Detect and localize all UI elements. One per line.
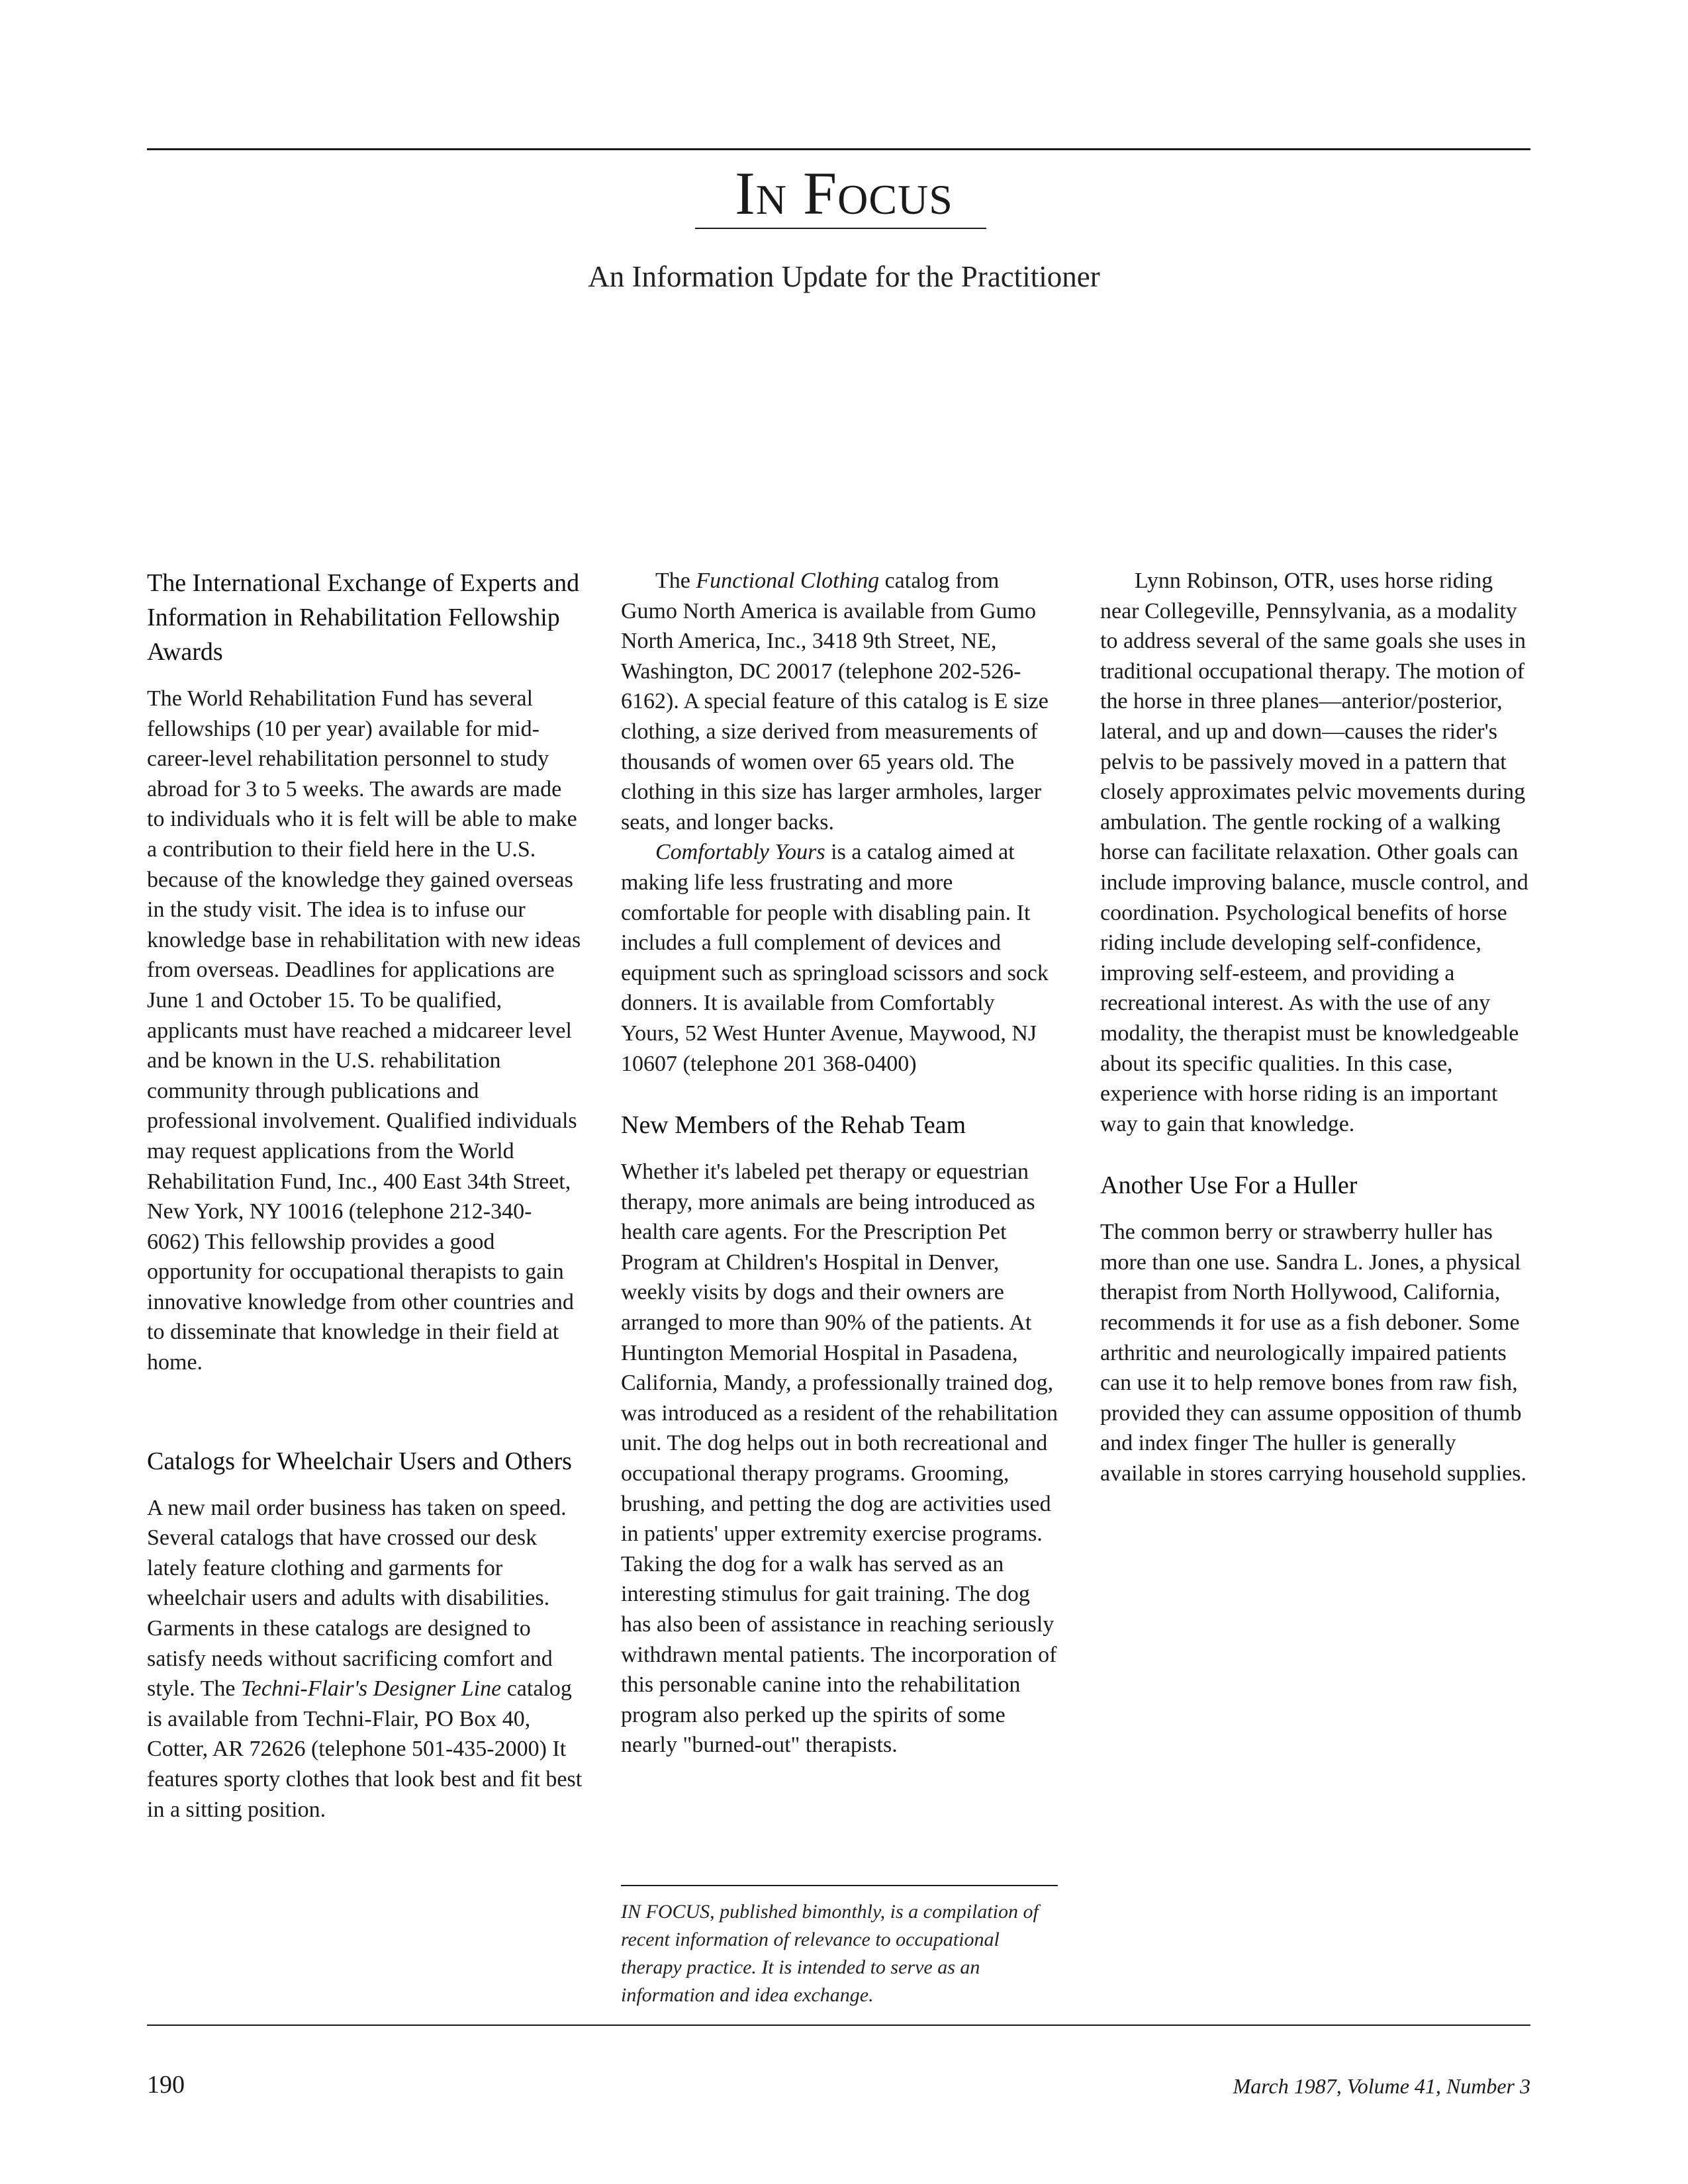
article-body-fellowship: The World Rehabilitation Fund has several fellowships (10 per year) available for mid-career-level rehabilitation personnel to study abroad for 3 to 5 weeks. The awards are made to individuals who it is felt will be able to make a contribution to their field here in the U.S. because of the knowledge they gained overseas in the study visit. The idea is to infuse our knowledge base in rehabilitation with new ideas from overseas. Deadlines for applications are June 1 and October 15. To be qualified, applicants must have reached a midcareer level and be known in the U.S. rehabilitation community through publications and professional involvement. Qualified individuals may request applications from the World Rehabilitation Fund, Inc., 400 East 34th Street, New York, NY 10016 (telephone 212-340-6062) This fellowship provides a good opportunity for occupational therapists to gain innovative knowledge from other countries and to disseminate that knowledge in their field at home. [147, 686, 581, 1375]
column-3 [1100, 566, 1537, 1489]
top-rule [147, 148, 1530, 150]
catalog-title-comfortably-yours: Comfortably Yours [655, 840, 825, 865]
article-paragraph-catalogs-2: The Functional Clothing catalog from Gumo North America is available from Gumo North America, Inc., 3418 9th Street, NE, Washington, DC 20017 (telephone 202-526-6162). A special feature of this catalog is E size clothing, a size derived from measurements of thousands of women over 65 years old. The clothing in this size has larger armholes, larger seats, and longer backs. [621, 569, 1049, 835]
article-heading-fellowship: The International Exchange of Experts and Information in Rehabilitation Fellowship Awards [147, 569, 580, 666]
article-paragraph-rehab-team-1: Whether it's labeled pet therapy or equestrian therapy, more animals are being introduced as health care agents. For the Prescription Pet Program at Children's Hospital in Denver, weekly visits by dogs and their owners are arranged to more than 90% of the patients. At Huntington Memorial Hospital in Pasadena, California, Mandy, a professionally trained dog, was introduced as a resident of the rehabilitation unit. The dog helps out in both recreational and occupational therapy programs. Grooming, brushing, and petting the dog are activities used in patients' upper extremity exercise programs. Taking the dog for a walk has served as an interesting stimulus for gait training. The dog has also been of assistance in reaching seriously withdrawn mental patients. The incorporation of this personable canine into the rehabilitation program also perked up the spirits of some nearly "burned-out" therapists. [621, 1160, 1058, 1758]
catalog-title-functional-clothing: Functional Clothing [696, 569, 880, 593]
issue-info: March 1987, Volume 41, Number 3 [1233, 2074, 1530, 2098]
article-paragraph-rehab-team-2: Lynn Robinson, OTR, uses horse riding near Collegeville, Pennsylvania, as a modality to address several of the same goals she uses in traditional occupational therapy. The motion of the horse in three planes—anterior/posterior, lateral, and up and down—causes the rider's pelvis to be passively moved in a pattern that closely approximates pelvic movements during ambulation. The gentle rocking of a walking horse can facilitate relaxation. Other goals can include improving balance, muscle control, and coordination. Psychological benefits of horse riding include developing self-confidence, improving self-esteem, and providing a recreational interest. As with the use of any modality, the therapist must be knowledgeable about its specific qualities. In this case, experience with horse riding is an important way to gain that knowledge. [1100, 569, 1528, 1136]
article-paragraph-catalogs-1: A new mail order business has taken on speed. Several catalogs that have crossed our desk lately feature clothing and garments for wheelchair users and adults with disabilities. Garments in these catalogs are designed to satisfy needs without sacrificing comfort and style. The Techni-Flair's Designer Line catalog is available from Techni-Flair, PO Box 40, Cotter, AR 72626 (telephone 501-435-2000) It features sporty clothes that look best and fit best in a sitting position. [147, 1495, 583, 1822]
masthead-underline [695, 228, 986, 229]
article-heading-catalogs: Catalogs for Wheelchair Users and Others [147, 1447, 572, 1475]
publication-note: IN FOCUS, published bimonthly, is a compilation of recent information of relevance to occupational therapy practice. It is intended to serve as an information and idea exchange. [621, 1885, 1058, 2009]
masthead-subtitle: An Information Update for the Practitioner [588, 260, 1100, 293]
column-1 [147, 566, 584, 1825]
article-body-huller: The common berry or strawberry huller has more than one use. Sandra L. Jones, a physical therapist from North Hollywood, California, recommends it for use as a fish deboner. Some arthritic and neurologically impaired patients can use it to help remove bones from raw fish, provided they can assume opposition of thumb and index finger The huller is generally available in stores carrying household supplies. [1100, 1220, 1526, 1486]
article-heading-rehab-team: New Members of the Rehab Team [621, 1111, 966, 1140]
article-paragraph-catalogs-3: Comfortably Yours is a catalog aimed at making life less frustrating and more comfortable for people with disabling pain. It includes a full complement of devices and equipment such as springload scissors and sock donners. It is available from Comfortably Yours, 52 West Hunter Avenue, Maywood, NJ 10607 (telephone 201 368-0400) [621, 840, 1049, 1076]
catalog-title-techni-flair: Techni-Flair's Designer Line [240, 1676, 502, 1702]
bottom-rule [147, 2025, 1530, 2026]
column-2 [621, 566, 1058, 1760]
article-heading-huller: Another Use For a Huller [1100, 1171, 1358, 1200]
page-number: 190 [147, 2071, 185, 2099]
masthead-title: In Focus [735, 159, 953, 227]
